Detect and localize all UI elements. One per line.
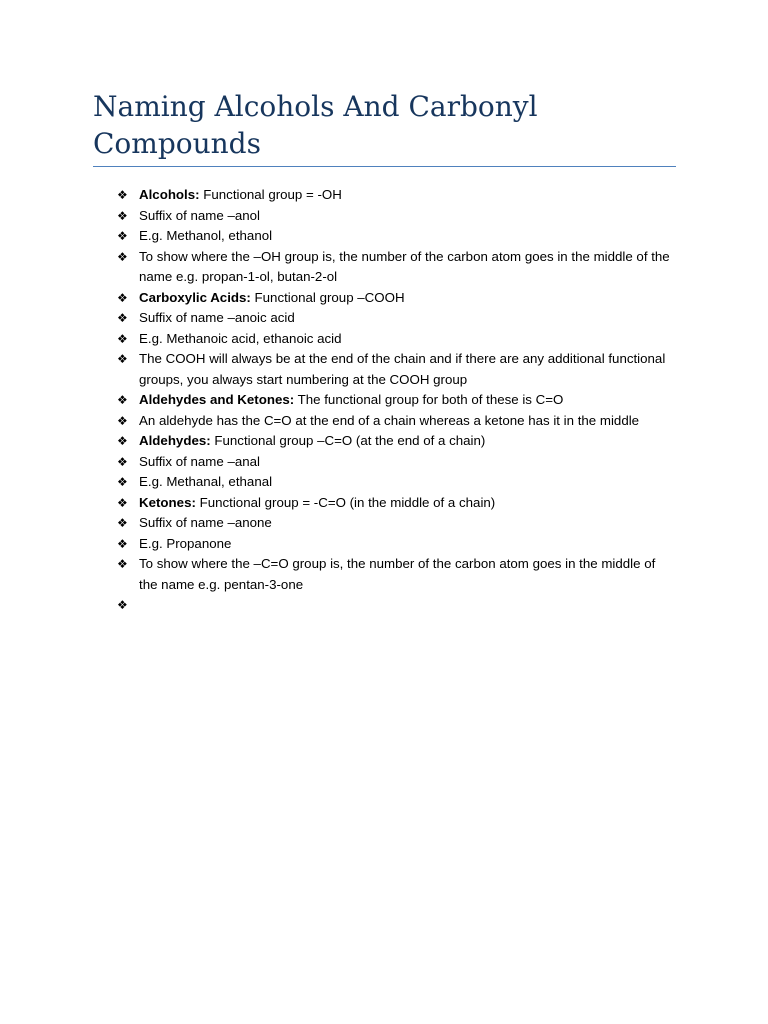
item-text: E.g. Methanol, ethanol: [139, 228, 273, 243]
four-diamond-bullet-icon: ❖: [117, 208, 128, 223]
item-text: Functional group = -C=O (in the middle of a chain): [195, 494, 496, 510]
four-diamond-bullet-icon: ❖: [117, 188, 128, 202]
four-diamond-bullet-icon: ❖: [117, 516, 128, 530]
item-text: Suffix of name –anoic acid: [139, 310, 295, 325]
item-text: The functional group for both of these is C=O: [294, 392, 564, 407]
list-item: [117, 329, 677, 350]
page-title: Naming Alcohols And Carbonyl Compounds: [93, 90, 538, 160]
list-item: [117, 513, 677, 534]
empty-list-item: [117, 595, 677, 616]
item-text: An aldehyde has the C=O at the end of a chain whereas a ketone has it in the middle: [139, 412, 640, 428]
four-diamond-bullet-icon: ❖: [117, 413, 128, 428]
item-text: To show where the –OH group is, the number of the carbon atom goes in the middle of the name e.g. propan-1-ol, butan-2-ol: [139, 248, 670, 284]
list-item: [117, 185, 677, 206]
four-diamond-bullet-icon: ❖: [117, 290, 128, 305]
four-diamond-bullet-icon: ❖: [117, 495, 128, 510]
list-item: [117, 411, 677, 432]
list-item: [117, 247, 677, 288]
list-item: [117, 493, 677, 514]
four-diamond-bullet-icon: ❖: [117, 475, 128, 489]
four-diamond-bullet-icon: ❖: [117, 352, 128, 366]
four-diamond-bullet-icon: ❖: [117, 229, 128, 243]
item-text: E.g. Methanal, ethanal: [139, 474, 273, 489]
four-diamond-bullet-icon: ❖: [117, 536, 128, 551]
list-item: [117, 206, 677, 227]
four-diamond-bullet-icon: ❖: [117, 331, 128, 346]
four-diamond-bullet-icon: ❖: [117, 557, 128, 571]
item-lead: Aldehydes and Ketones:: [139, 392, 295, 407]
four-diamond-bullet-icon: ❖: [117, 434, 128, 448]
four-diamond-bullet-icon: ❖: [117, 598, 128, 612]
list-item: [117, 349, 677, 390]
four-diamond-bullet-icon: ❖: [117, 454, 128, 469]
item-text: Suffix of name –anal: [139, 453, 260, 469]
bullet-list: [117, 185, 677, 616]
item-lead: Carboxylic Acids:: [139, 289, 251, 305]
list-item: [117, 390, 677, 411]
list-item: [117, 472, 677, 493]
list-item: [117, 288, 677, 309]
item-text: To show where the –C=O group is, the number of the carbon atom goes in the middle of the name e.g. pentan-3-one: [139, 556, 656, 592]
item-text: Suffix of name –anone: [139, 515, 272, 530]
item-text: Functional group = -OH: [199, 187, 342, 202]
item-text: E.g. Propanone: [139, 535, 232, 551]
list-item: [117, 534, 677, 555]
item-lead: Alcohols:: [139, 187, 200, 202]
four-diamond-bullet-icon: ❖: [117, 249, 128, 264]
list-item: [117, 452, 677, 473]
list-item: [117, 226, 677, 247]
title-underline: [93, 166, 676, 167]
item-lead: Ketones:: [139, 494, 196, 510]
item-text: Suffix of name –anol: [139, 207, 260, 223]
list-item: [117, 431, 677, 452]
four-diamond-bullet-icon: ❖: [117, 393, 128, 407]
list-item: [117, 554, 677, 595]
item-text: Functional group –COOH: [250, 289, 405, 305]
item-text: Functional group –C=O (at the end of a chain): [210, 433, 486, 448]
item-text: E.g. Methanoic acid, ethanoic acid: [139, 330, 342, 346]
item-text: The COOH will always be at the end of the chain and if there are any additional functional groups, you always start numbering at the COOH group: [139, 351, 666, 387]
four-diamond-bullet-icon: ❖: [117, 311, 128, 325]
list-item: [117, 308, 677, 329]
item-lead: Aldehydes:: [139, 433, 211, 448]
